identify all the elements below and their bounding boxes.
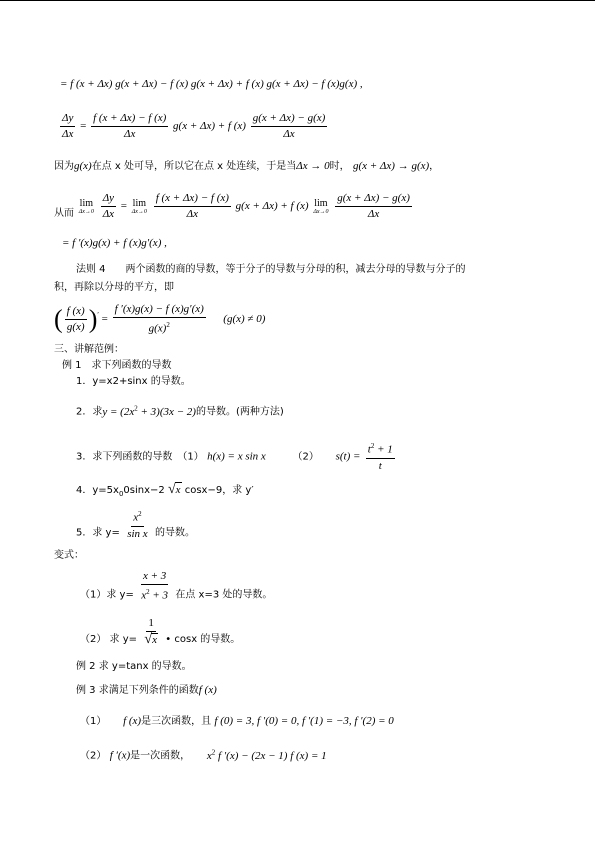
- rule4-line2: 积，再除以分母的平方，即: [54, 282, 174, 293]
- variant-item1: （1）求 y= $\frac{x + 3}{x^2 + 3}$ 在点 x=3 处的导数。: [80, 570, 273, 602]
- example3-cond1: （1） f (x)是三次函数，且 f (0) = 3, f ′(0) = 0, f ′(1) = −3, f ′(2) = 0: [80, 715, 394, 727]
- variant-heading: 变式：: [54, 550, 84, 561]
- equation-limit: 从而 lim Δx→0 $\frac{\Delta y}{\Delta x}$ = lim Δx→0 $\frac{f (x + \Delta x) - f (x)}{\Delta x}$ g(x + Δx) + f (x) lim Δx→0 $\frac{g(x + \Delta x) - g(x)}{\Delta x}$: [54, 192, 410, 220]
- example1-item3: 3．求下列函数的导数 （1） h(x) = x sin x （2） s(t) = $\frac{t^2 + 1}{t}$: [76, 442, 393, 472]
- equation-quotient-rule: ( $\frac{f (x)}{g(x)}$ )′ = $\frac{f '(x)g(x) - f (x)g'(x)}{g(x)^2}$ (g(x) ≠ 0): [54, 303, 266, 335]
- rule4-line1: 法则 4 两个函数的商的导数，等于分子的导数与分母的积，减去分母的导数与分子的: [76, 264, 466, 275]
- variant-item2: （2） 求 y= $\frac{1}{√x}$ • cosx 的导数。: [80, 617, 241, 647]
- example3-cond2: （2） f ′(x)是一次函数， $x^2$ f ′(x) − (2x − 1) f (x) = 1: [80, 748, 327, 762]
- example3-title: 例 3 求满足下列条件的函数f (x): [76, 684, 217, 696]
- section-heading: 三、讲解范例：: [54, 344, 124, 355]
- fraction-dy-dx: $\frac{\Delta y}{\Delta x}$: [62, 112, 74, 140]
- fraction-g-diff: $\frac{g(x + \Delta x) - g(x)}{\Delta x}$: [252, 112, 326, 140]
- equation-difference-quotient: $\frac{\Delta y}{\Delta x}$ = $\frac{f (x + \Delta x) - f (x)}{\Delta x}$ g(x + Δx) + f (x) $\frac{g(x + \Delta x) - g(x)}{\Delta x}$: [62, 112, 326, 140]
- limit-operator: lim Δx→0: [78, 197, 94, 215]
- fraction-f-diff: $\frac{f (x + \Delta x) - f (x)}{\Delta x}$: [93, 112, 167, 140]
- example2: 例 2 求 y=tanx 的导数。: [76, 661, 192, 672]
- equation-product-rule: = f ′(x)g(x) + f (x)g′(x) ,: [62, 237, 167, 249]
- header-rule: [0, 0, 595, 1]
- fraction-t: $\frac{t^2 + 1}{t}$: [367, 442, 393, 472]
- example1-item1: 1．y=x2+sinx 的导数。: [76, 376, 191, 387]
- example1-title: 例 1 求下列函数的导数: [62, 360, 172, 371]
- example1-item2: 2．求$y = (2x^2 + 3)(3x - 2)$的导数。(两种方法): [76, 404, 284, 418]
- continuity-statement: 因为g(x)在点 x 处可导，所以它在点 x 处连续，于是当Δx → 0时， g(x + Δx) → g(x)，: [54, 160, 440, 172]
- example1-item4: 4．$y=5x_00\sin x-2$ √x cosx−9，求 y′: [76, 482, 254, 498]
- example1-item5: 5．求 y= $\frac{x^2}{\text{sin x}}$ 的导数。: [76, 510, 196, 540]
- equation-expansion: = f (x + Δx) g(x + Δx) − f (x) g(x + Δx) + f (x) g(x + Δx) − f (x)g(x) ,: [60, 78, 363, 90]
